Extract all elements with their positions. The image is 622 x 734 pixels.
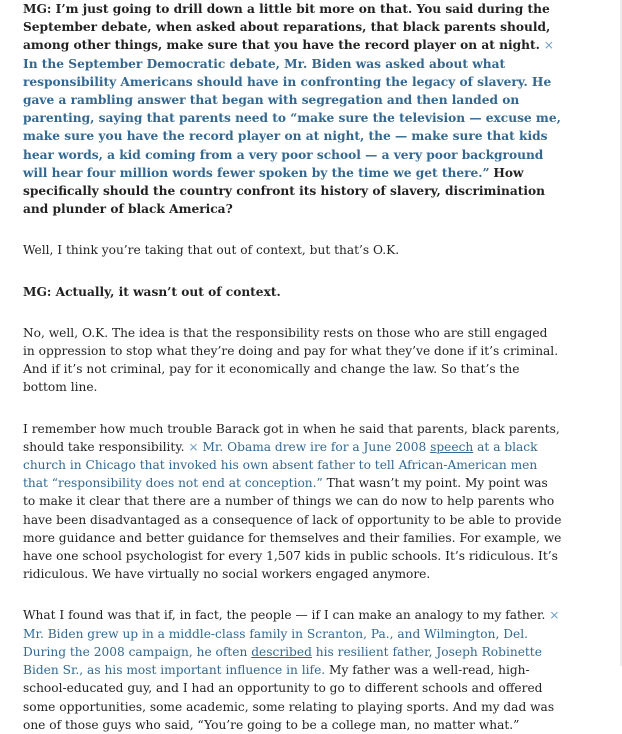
question-paragraph [23, 0, 563, 218]
expanded-annotation-text: at a black church in Chicago that invoked his own absent father to tell African-American men that “responsibility does not end at conception.” [23, 439, 538, 491]
paragraph-spacer [23, 218, 563, 241]
annotation-close-icon[interactable]: × [549, 608, 560, 623]
interview-article [23, 0, 563, 734]
described-link[interactable]: described [251, 644, 312, 659]
paragraph-spacer [23, 301, 563, 324]
paragraph-spacer [23, 583, 563, 606]
answer-paragraph-obama [23, 420, 563, 584]
expanded-annotation-text: Mr. Obama drew ire for a June 2008 [202, 439, 427, 454]
answer-text: That wasn’t my point. My point was to make it clear that there are a number of things we can do now to help parents who have been disadvantaged as a consequence of lack of opportunity to be able to provide more guidance and better guidance for themselves and their families. For example, we have one school psychologist for every 1,507 kids in public schools. It’s ridiculous. It’s ridiculous. We have virtually no social workers engaged anymore. [23, 476, 562, 582]
expanded-annotation: In the September Democratic debate, Mr. Biden was asked about what responsibility Americans should have in confronting the legacy of slavery. He gave a rambling answer that began with segregation and then landed on parenting, saying that parents need to “make sure the television — excuse me, make sure you have the record player on at night, the — make sure that kids hear words, a kid coming from a very poor school — a very poor background will hear four million words fewer spoken by the time we get there.” [23, 56, 561, 180]
interviewer-question: MG: I’m just going to drill down a little bit more on that. You said during the September debate, when asked about reparations, that black parents should, among other things, make sure that you have the record player on at night. [23, 2, 551, 53]
answer-text: What I found was that if, in fact, the people — if I can make an analogy to my father. [23, 608, 546, 623]
expanded-annotation-text: his resilient father, Joseph Robinette Biden Sr., as his most important influence in life. [23, 644, 542, 678]
answer-paragraph-father [23, 606, 563, 733]
answer-text: My father was a well-read, high-school-educated guy, and I had an opportunity to go to different schools and offered some opportunities, some academic, some relating to playing sports. And my dad was one of those guys who said, “You’re going to be a college man, no matter what.” [23, 663, 555, 732]
paragraph-spacer [23, 260, 563, 283]
interviewer-question-continued: How specifically should the country confront its history of slavery, discrimination and plunder of black America? [23, 165, 546, 217]
interviewer-question: MG: Actually, it wasn’t out of context. [23, 284, 281, 299]
answer-text: I remember how much trouble Barack got in when he said that parents, black parents, should take responsibility. [23, 421, 560, 454]
answer-paragraph: No, well, O.K. The idea is that the responsibility rests on those who are still engaged in oppression to stop what they’re doing and pay for what they’ve done if it’s criminal. And if it’s not criminal, pay for it economically and change the law. So that’s the bottom line. [23, 325, 559, 395]
annotation-close-icon[interactable]: × [543, 38, 555, 53]
annotation-close-icon[interactable]: × [188, 439, 199, 454]
answer-paragraph: Well, I think you’re taking that out of context, but that’s O.K. [23, 243, 400, 258]
paragraph-spacer [23, 397, 563, 420]
speech-link[interactable]: speech [430, 439, 474, 454]
expanded-annotation-text: Mr. Biden grew up in a middle-class family in Scranton, Pa., and Wilmington, Del. During the 2008 campaign, he often [23, 626, 528, 659]
